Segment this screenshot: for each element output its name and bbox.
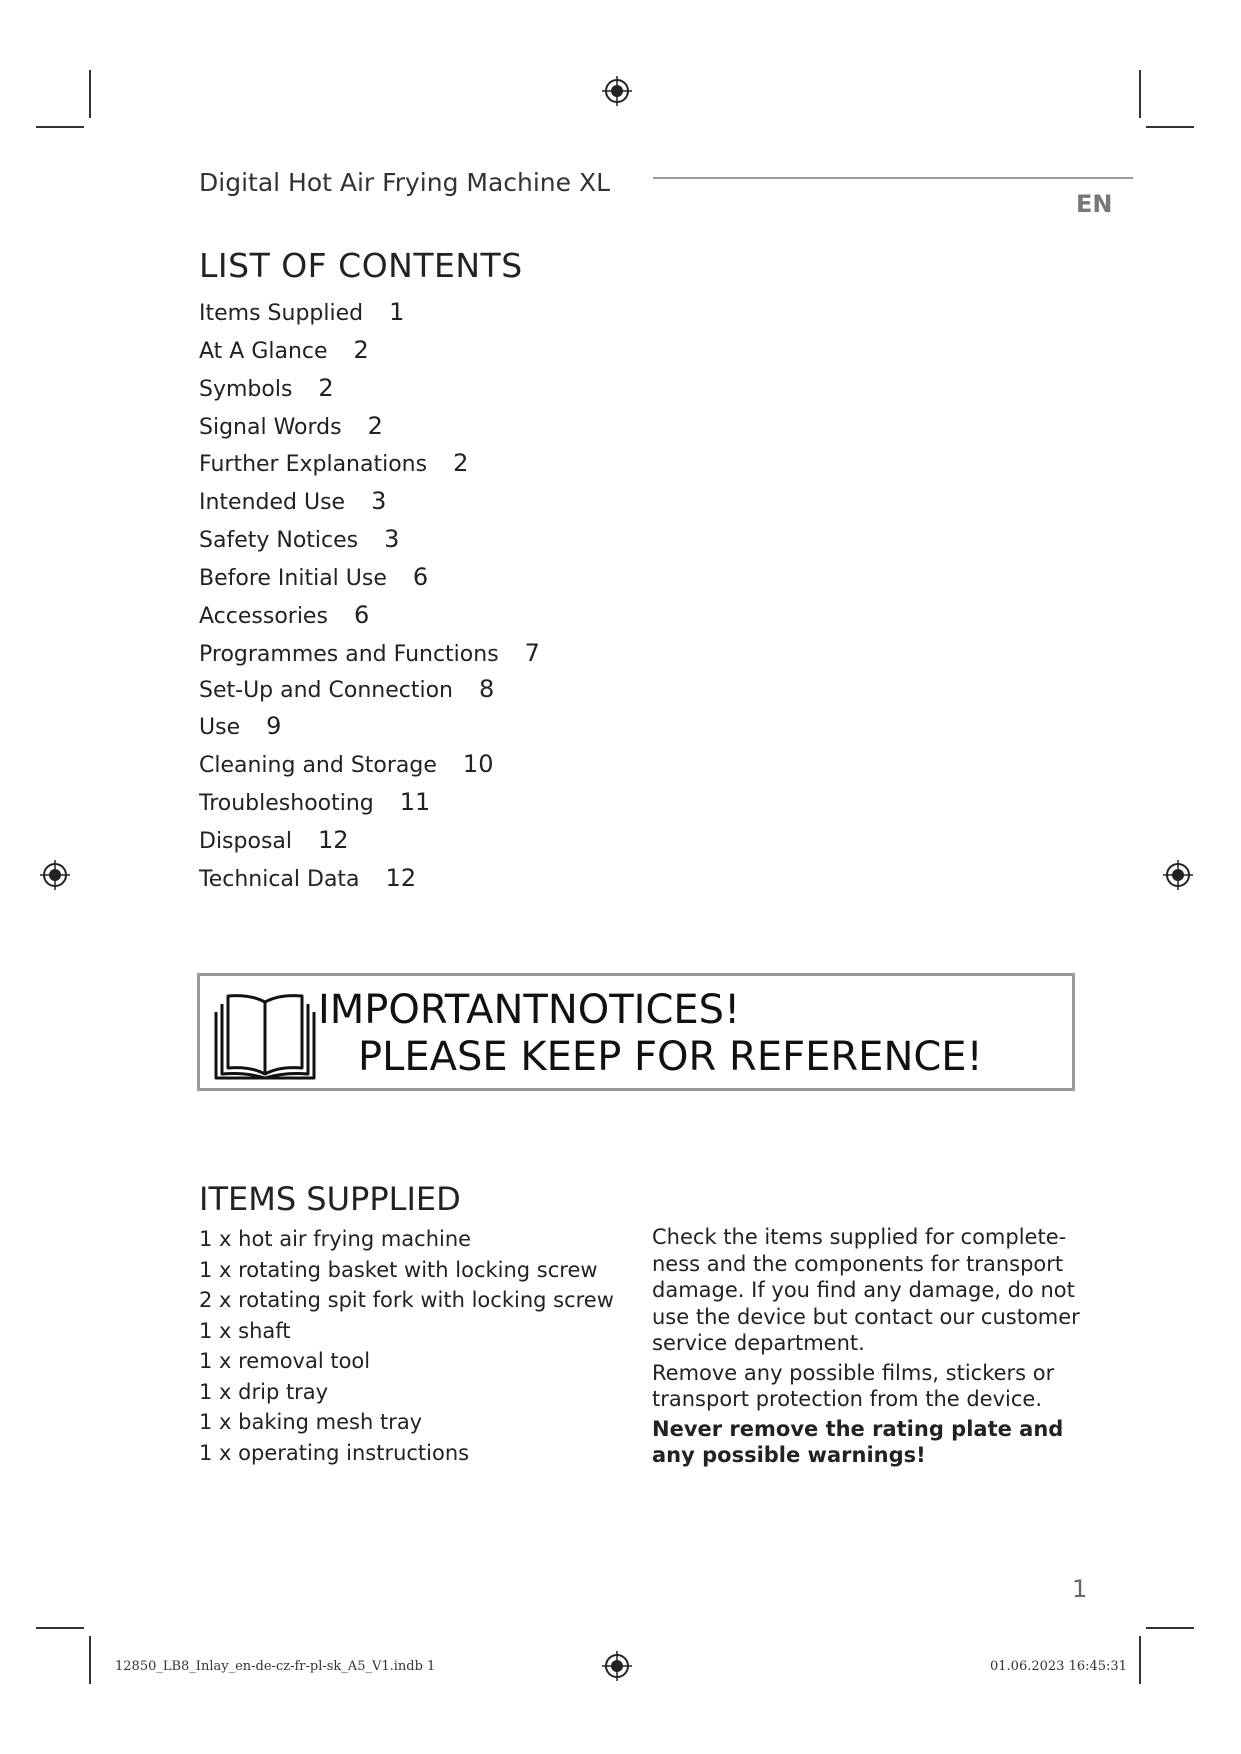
registration-mark-icon: [602, 1651, 632, 1681]
list-item: 1 x hot air frying machine: [199, 1227, 472, 1251]
toc-item: [199, 412, 383, 440]
crop-mark: [1146, 1627, 1194, 1629]
list-item: 1 x operating instructions: [199, 1440, 470, 1465]
toc-item: [199, 525, 399, 553]
toc-item: [199, 788, 430, 816]
toc-item-label: Safety Notices: [199, 528, 359, 553]
remove-paragraph: Remove any possible films, stickers or transport protection from the device.: [652, 1360, 1055, 1411]
items-supplied-heading: ITEMS SUPPLIED: [199, 1180, 461, 1218]
crop-mark: [1139, 70, 1141, 118]
crop-mark: [89, 1636, 91, 1684]
toc-item-label: Cleaning and Storage: [199, 753, 437, 778]
toc-item-page: 6: [412, 563, 429, 591]
print-timestamp: 01.06.2023 16:45:31: [990, 1659, 1127, 1674]
toc-item: [199, 639, 540, 667]
book-icon: [210, 990, 320, 1080]
toc-item-label: At A Glance: [199, 339, 328, 364]
toc-item-page: 7: [524, 639, 540, 667]
crop-mark: [36, 1627, 84, 1629]
check-paragraph: Check the items supplied for complete-ness and the components for transport damage. If you find any damage, do not use the device but contact our customer service department.: [652, 1225, 1080, 1355]
registration-mark-icon: [602, 76, 632, 106]
toc-item-page: 2: [453, 449, 469, 477]
toc-item-label: Intended Use: [199, 490, 346, 515]
list-item: 1 x drip tray: [199, 1379, 329, 1404]
toc-item: [199, 449, 468, 477]
list-item: 1 x shaft: [199, 1318, 291, 1343]
toc-item-label: Before Initial Use: [199, 566, 387, 591]
list-item: 2 x rotating spit fork with locking screw: [199, 1288, 614, 1312]
list-item: 1 x rotating basket with locking screw: [199, 1257, 598, 1282]
toc-item: [199, 864, 416, 892]
crop-mark: [1139, 1636, 1141, 1684]
toc-item: [199, 712, 281, 740]
toc-item-page: 10: [462, 750, 494, 778]
registration-mark-icon: [40, 860, 70, 890]
items-supplied-list: [199, 1224, 614, 1468]
toc-item: [199, 487, 386, 515]
toc-item-page: 6: [353, 601, 370, 629]
toc-item: [199, 826, 349, 854]
toc-item: [199, 601, 369, 629]
toc-item-page: 3: [371, 487, 387, 515]
toc-item-label: Signal Words: [199, 415, 342, 440]
toc-item-page: 1: [389, 298, 405, 326]
language-label: EN: [1076, 190, 1113, 218]
crop-mark: [1146, 126, 1194, 128]
toc-item: [199, 675, 494, 703]
items-supplied-notes: [652, 1224, 1082, 1472]
toc-item-page: 2: [367, 412, 383, 440]
toc-item-page: 8: [479, 675, 495, 703]
toc-item-page: 2: [353, 336, 369, 364]
file-slug: 12850_LB8_Inlay_en-de-cz-fr-pl-sk_A5_V1.indb 1: [115, 1659, 436, 1674]
toc-item-label: Use: [199, 715, 241, 740]
crop-mark: [89, 70, 91, 118]
toc-item-label: Programmes and Functions: [199, 642, 499, 667]
toc-item-label: Further Explanations: [199, 452, 428, 477]
toc-item-page: 11: [399, 788, 431, 816]
toc-item: [199, 336, 369, 364]
toc-item-label: Accessories: [199, 604, 328, 629]
registration-mark-icon: [1163, 860, 1193, 890]
toc-item-page: 12: [318, 826, 349, 854]
toc-item-label: Set-Up and Connection: [199, 678, 453, 703]
crop-mark: [36, 126, 84, 128]
page-number: 1: [1072, 1575, 1088, 1603]
toc-item: [199, 298, 404, 326]
toc-item-label: Disposal: [199, 829, 292, 854]
toc-item-page: 2: [318, 374, 334, 402]
toc-item-label: Symbols: [199, 377, 293, 402]
notice-line-1: IMPORTANTNOTICES!: [318, 987, 741, 1033]
list-item: 1 x baking mesh tray: [199, 1410, 423, 1434]
toc-item: [199, 563, 428, 591]
header-rule: [653, 177, 1133, 179]
toc-item-label: Technical Data: [199, 867, 360, 892]
warning-paragraph: Never remove the rating plate and any possible warnings!: [652, 1416, 1064, 1467]
toc-item-page: 12: [385, 864, 417, 892]
toc-item-page: 3: [384, 525, 400, 553]
toc-heading: LIST OF CONTENTS: [199, 246, 523, 285]
document-title: Digital Hot Air Frying Machine XL: [199, 168, 611, 197]
toc-item-label: Troubleshooting: [199, 791, 374, 816]
notice-line-2: PLEASE KEEP FOR REFERENCE!: [358, 1034, 983, 1080]
toc-item: [199, 750, 493, 778]
toc-item-page: 9: [266, 712, 282, 740]
toc-item: [199, 374, 334, 402]
toc-item-label: Items Supplied: [199, 301, 364, 326]
list-item: 1 x removal tool: [199, 1349, 371, 1373]
